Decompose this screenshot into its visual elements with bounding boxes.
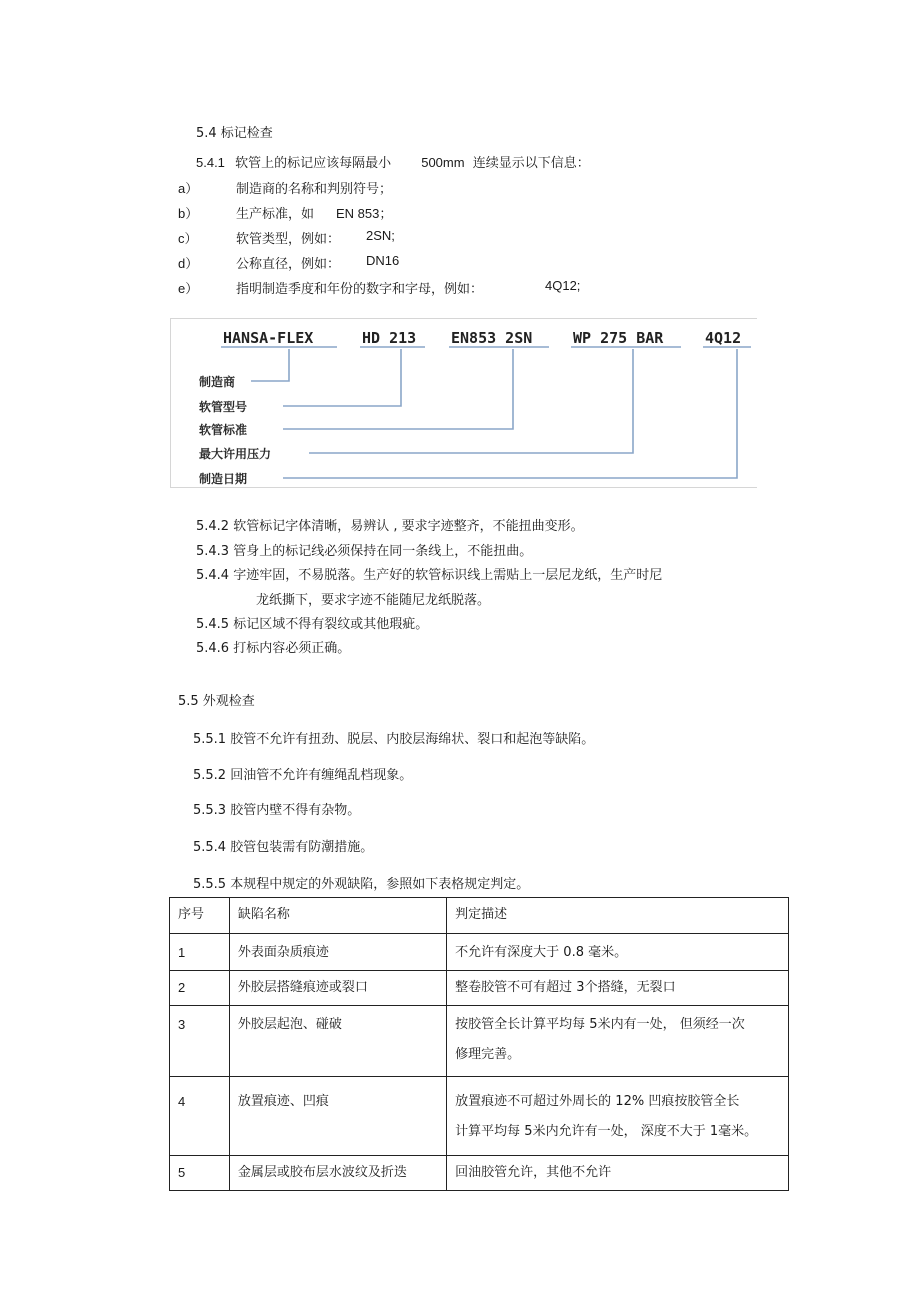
leader-hose-model — [283, 349, 401, 406]
list-item-label: a） — [178, 181, 199, 196]
marking-pressure: WP 275 BAR — [573, 329, 664, 347]
hose-marking-diagram — [171, 319, 757, 487]
paragraph-5-5-5: 5.5.5 本规程中规定的外观缺陷，参照如下表格规定判定。 — [193, 877, 530, 892]
label-manufacture-date: 制造日期 — [199, 472, 248, 486]
cell-defect-name: 金属层或胶布层水波纹及折迭 — [229, 1156, 446, 1191]
label-hose-model: 软管型号 — [199, 400, 248, 414]
defect-criteria-table — [169, 897, 789, 1191]
list-item-value: DN16 — [366, 253, 400, 268]
marking-standard: EN853 2SN — [451, 329, 533, 347]
label-max-pressure: 最大许用压力 — [199, 447, 272, 461]
cell-judgement — [447, 1156, 789, 1191]
list-item-text: 制造商的名称和判别符号； — [236, 182, 393, 197]
list-item-value: 2SN; — [366, 228, 395, 243]
cell-no: 3 — [170, 1006, 230, 1077]
header-defect-name: 缺陷名称 — [229, 898, 446, 934]
table-row — [170, 1077, 789, 1156]
list-item-text: 软管类型，例如： — [236, 232, 341, 247]
table-row — [170, 1006, 789, 1077]
list-item-value: 4Q12; — [545, 278, 581, 293]
header-judgement: 判定描述 — [447, 898, 789, 934]
table-row — [170, 971, 789, 1006]
section-5-4-heading: 5.4 标记检查 — [196, 126, 273, 141]
paragraph-5-4-5: 5.4.5 标记区域不得有裂纹或其他瑕疵。 — [196, 617, 429, 632]
cell-defect-name: 放置痕迹、凹痕 — [229, 1077, 446, 1156]
hose-marking-figure — [170, 318, 757, 488]
cell-defect-name: 外胶层起泡、碰破 — [229, 1006, 446, 1077]
judgement-line: 按胶管全长计算平均每 5米内有一处， 但须经一次 — [455, 1017, 745, 1032]
cell-no: 5 — [170, 1156, 230, 1191]
cell-judgement — [447, 934, 789, 971]
marking-date: 4Q12 — [705, 329, 742, 347]
leader-pressure — [309, 349, 633, 453]
paragraph-5-4-4-continued: 龙纸撕下，要求字迹不能随尼龙纸脱落。 — [256, 593, 491, 608]
cell-defect-name: 外胶层搭缝痕迹或裂口 — [229, 971, 446, 1006]
list-item-text: 公称直径，例如： — [236, 257, 341, 272]
marking-manufacturer: HANSA-FLEX — [223, 329, 314, 347]
cell-judgement — [447, 1077, 789, 1156]
paragraph-number: 5.4.1 — [196, 155, 225, 170]
paragraph-5-4-2: 5.4.2 软管标记字体清晰，易辨认 , 要求字迹整齐，不能扭曲变形。 — [196, 519, 584, 534]
cell-no: 4 — [170, 1077, 230, 1156]
table-header-row — [170, 898, 789, 934]
paragraph-5-4-4: 5.4.4 字迹牢固，不易脱落。生产好的软管标识线上需贴上一层尼龙纸，生产时尼 — [196, 568, 663, 583]
cell-no: 2 — [170, 971, 230, 1006]
cell-no: 1 — [170, 934, 230, 971]
judgement-line: 修理完善。 — [455, 1047, 521, 1062]
paragraph-tail: 连续显示以下信息： — [472, 156, 590, 171]
paragraph-5-4-3: 5.4.3 管身上的标记线必须保持在同一条线上，不能扭曲。 — [196, 544, 533, 559]
judgement-line: 回油胶管允许，其他不允许 — [455, 1165, 612, 1180]
cell-judgement — [447, 1006, 789, 1077]
paragraph-5-5-4: 5.5.4 胶管包装需有防潮措施。 — [193, 840, 374, 855]
marking-labels — [199, 374, 271, 486]
paragraph-5-5-3: 5.5.3 胶管内壁不得有杂物。 — [193, 803, 361, 818]
section-5-5-heading: 5.5 外观检查 — [178, 694, 255, 709]
paragraph-value: 500mm — [421, 155, 465, 170]
leader-lines — [251, 349, 737, 478]
paragraph-5-4-1 — [196, 152, 590, 171]
marking-hose-model: HD 213 — [362, 329, 417, 347]
judgement-line: 整卷胶管不可有超过 3个搭缝，无裂口 — [455, 980, 676, 995]
judgement-line: 放置痕迹不可超过外周长的 12% 凹痕按胶管全长 — [455, 1094, 740, 1109]
table-row — [170, 1156, 789, 1191]
list-item-text: 指明制造季度和年份的数字和字母，例如： — [236, 282, 484, 297]
paragraph-5-5-2: 5.5.2 回油管不允许有缠绳乱档现象。 — [193, 768, 413, 783]
leader-standard — [283, 349, 513, 429]
judgement-line: 计算平均每 5米内允许有一处， 深度不大于 1毫米。 — [455, 1124, 758, 1139]
leader-manufacturer — [251, 349, 289, 381]
list-item-label: c） — [178, 231, 198, 246]
list-item-label: b） — [178, 206, 199, 221]
label-manufacturer: 制造商 — [199, 375, 236, 389]
paragraph-5-4-6: 5.4.6 打标内容必须正确。 — [196, 641, 351, 656]
list-item-value: EN 853； — [336, 206, 393, 221]
list-item-label: d） — [178, 256, 199, 271]
list-item-text: 生产标准，如 — [236, 207, 315, 222]
header-no: 序号 — [170, 898, 230, 934]
leader-date — [283, 349, 737, 478]
table-row — [170, 934, 789, 971]
marking-texts — [223, 329, 741, 347]
list-item-label: e） — [178, 281, 199, 296]
judgement-line: 不允许有深度大于 0.8 毫米。 — [455, 945, 628, 960]
paragraph-5-5-1: 5.5.1 胶管不允许有扭劲、脱层、内胶层海绵状、裂口和起泡等缺陷。 — [193, 732, 595, 747]
cell-defect-name: 外表面杂质痕迹 — [229, 934, 446, 971]
paragraph-text: 软管上的标记应该每隔最小 — [235, 156, 392, 171]
label-standard: 软管标准 — [199, 423, 248, 437]
cell-judgement — [447, 971, 789, 1006]
